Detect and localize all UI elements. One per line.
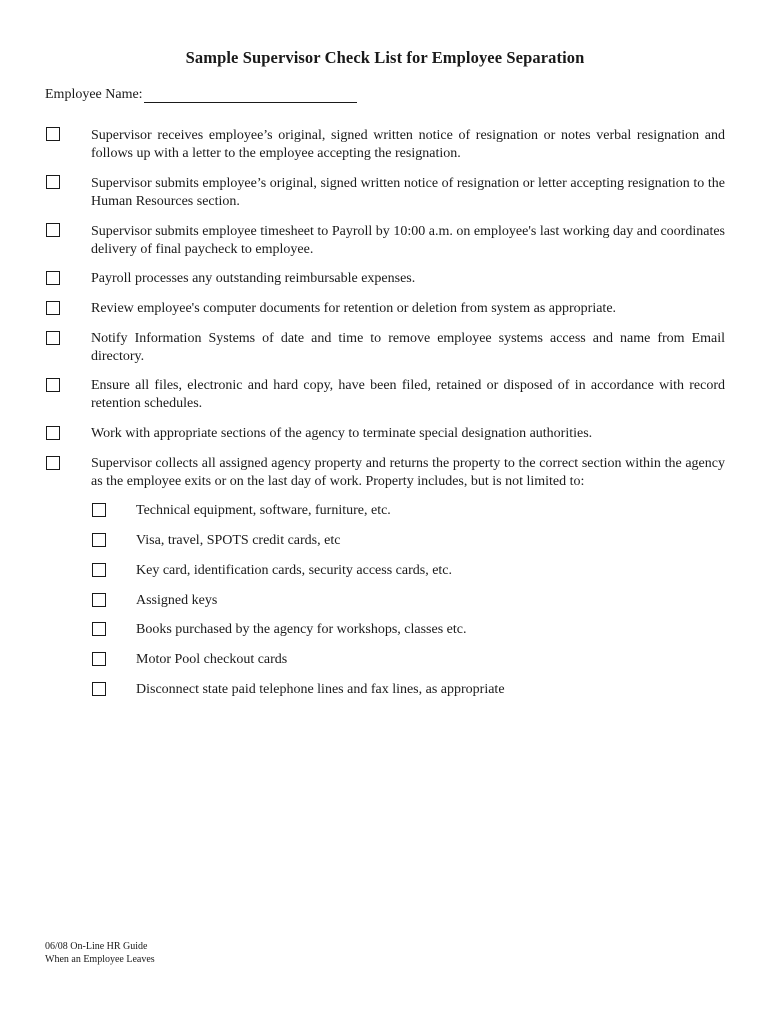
property-item-text: Disconnect state paid telephone lines and fax lines, as appropriate — [136, 682, 505, 697]
checklist-item-text: Supervisor receives employee’s original, signed written notice of resignation or notes verbal resignation and follows up with a letter to the employee accepting the resignation. — [91, 128, 725, 161]
checkbox[interactable] — [92, 682, 106, 696]
checklist-item-text: Review employee's computer documents for retention or deletion from system as appropriate. — [91, 301, 617, 316]
footer-line-2: When an Employee Leaves — [45, 953, 155, 965]
footer — [45, 941, 155, 966]
checkbox[interactable] — [46, 301, 60, 315]
checklist-item-text: Supervisor submits employee’s original, signed written notice of resignation or letter accepting resignation to the Human Resources section. — [91, 176, 725, 209]
checkbox[interactable] — [92, 563, 106, 577]
property-item-text: Technical equipment, software, furniture, etc. — [136, 503, 391, 518]
checkbox[interactable] — [46, 331, 60, 345]
checkbox[interactable] — [92, 622, 106, 636]
employee-name-row — [45, 87, 357, 103]
checkbox[interactable] — [46, 378, 60, 392]
checkbox[interactable] — [46, 223, 60, 237]
property-item-text: Assigned keys — [136, 593, 218, 608]
checkbox[interactable] — [92, 503, 106, 517]
checkbox[interactable] — [46, 271, 60, 285]
checkbox[interactable] — [46, 175, 60, 189]
property-item-text: Visa, travel, SPOTS credit cards, etc — [136, 533, 341, 548]
checkbox[interactable] — [46, 456, 60, 470]
checklist-item-text: Notify Information Systems of date and time to remove employee systems access and name from Email directory. — [91, 331, 725, 364]
footer-line-1: 06/08 On-Line HR Guide — [45, 941, 148, 952]
checklist-item-text: Payroll processes any outstanding reimbursable expenses. — [91, 271, 416, 286]
checkbox[interactable] — [46, 426, 60, 440]
property-item-text: Key card, identification cards, security access cards, etc. — [136, 563, 453, 578]
checklist-item-text: Work with appropriate sections of the agency to terminate special designation authorities. — [91, 426, 593, 441]
property-item-text: Books purchased by the agency for workshops, classes etc. — [136, 622, 467, 637]
employee-name-field[interactable] — [144, 88, 357, 103]
checkbox[interactable] — [92, 533, 106, 547]
document-title: Sample Supervisor Check List for Employee Separation — [185, 48, 585, 67]
employee-name-label: Employee Name: — [45, 87, 143, 102]
property-item-text: Motor Pool checkout cards — [136, 652, 288, 667]
checklist-item-text: Supervisor submits employee timesheet to Payroll by 10:00 a.m. on employee's last working day and coordinates delivery of final paycheck to employee. — [91, 224, 725, 257]
checkbox[interactable] — [92, 593, 106, 607]
checkbox[interactable] — [46, 127, 60, 141]
checklist-item-text: Ensure all files, electronic and hard copy, have been filed, retained or disposed of in accordance with record retention schedules. — [91, 378, 725, 411]
checklist-item-text: Supervisor collects all assigned agency property and returns the property to the correct section within the agency as the employee exits or on the last day of work. Property includes, but is not limited to: — [91, 456, 725, 489]
checkbox[interactable] — [92, 652, 106, 666]
